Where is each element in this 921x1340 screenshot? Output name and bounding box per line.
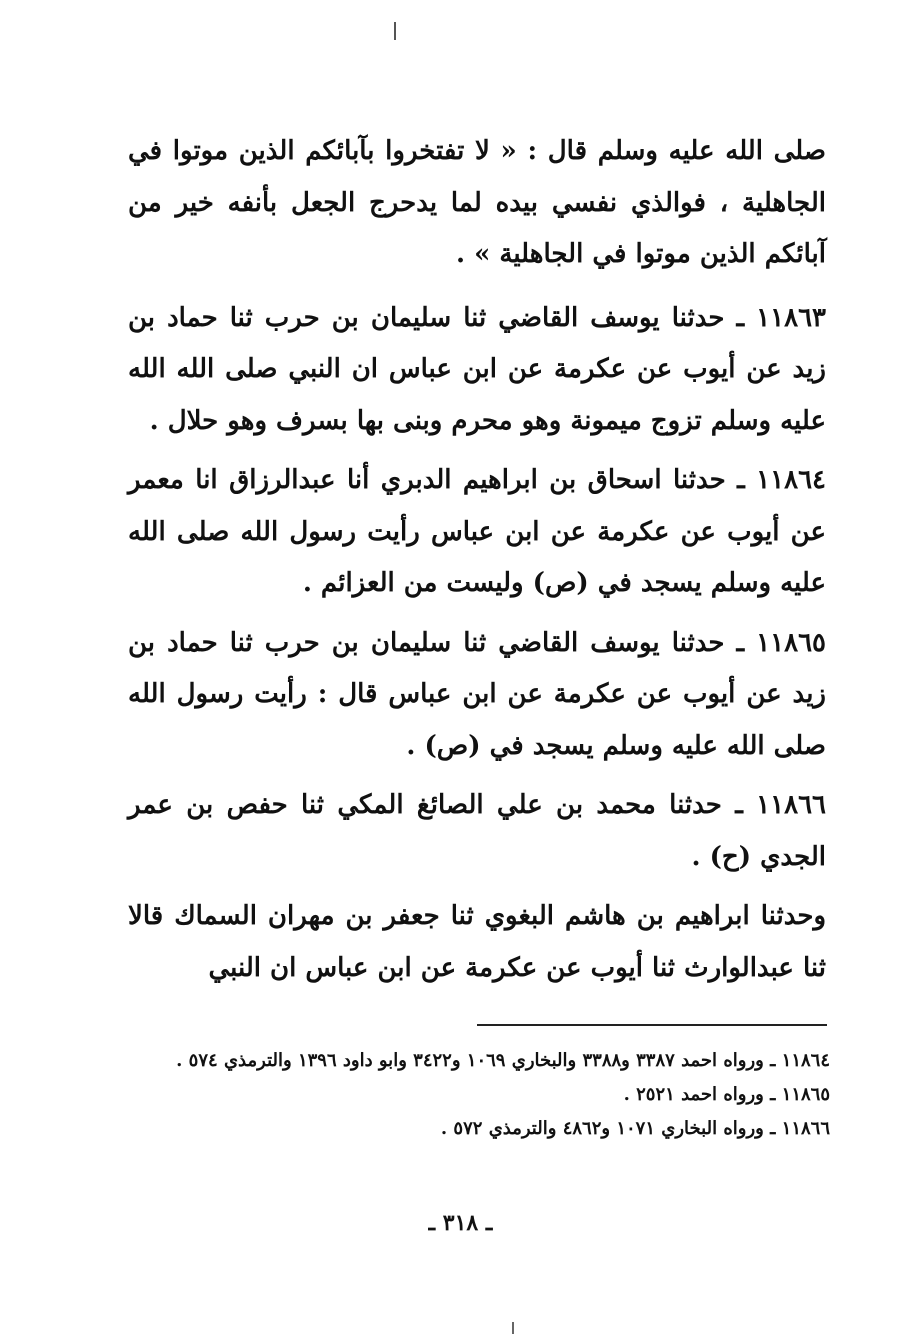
scan-mark-bottom [512, 1322, 514, 1334]
hadith-11864: ١١٨٦٤ ـ حدثنا اسحاق بن ابراهيم الدبري أنا عبدالرزاق انا معمر عن أيوب عن عكرمة عن ابن عباس رأيت رسول الله صلى الله عليه وسلم يسجد في (ص) وليست من العزائم . [128, 465, 826, 598]
hadith-11865: ١١٨٦٥ ـ حدثنا يوسف القاضي ثنا سليمان بن حرب ثنا حماد بن زيد عن أيوب عن عكرمة عن ابن عباس قال : رأيت رسول الله صلى الله عليه وسلم يسجد في (ص) . [128, 627, 826, 761]
footnote-11865: ١١٨٦٥ ـ ورواه احمد ٢٥٢١ . [623, 1084, 830, 1105]
paragraph-continuation: صلى الله عليه وسلم قال : « لا تفتخروا بآبائكم الذين موتوا في الجاهلية ، فوالذي نفسي بيده لما يدحرج الجعل بأنفه خير من آبائكم الذين موتوا في الجاهلية » . [128, 136, 826, 269]
main-text [128, 126, 826, 1002]
page-number: ـ ٣١٨ ـ [428, 1210, 493, 1236]
scan-mark-top [394, 22, 396, 40]
hadith-11866-chain: وحدثنا ابراهيم بن هاشم البغوي ثنا جعفر بن مهران السماك قالا ثنا عبدالوارث ثنا أيوب عن عكرمة عن ابن عباس ان النبي [128, 901, 826, 983]
hadith-11863: ١١٨٦٣ ـ حدثنا يوسف القاضي ثنا سليمان بن حرب ثنا حماد بن زيد عن أيوب عن عكرمة عن ابن عباس ان النبي صلى الله الله عليه وسلم تزوج ميمونة وهو محرم وبنى بها بسرف وهو حلال . [128, 302, 826, 436]
footnote-divider [477, 1024, 827, 1026]
footnote-11864: ١١٨٦٤ ـ ورواه احمد ٣٣٨٧ و٣٣٨٨ والبخاري ١٠٦٩ و٣٤٢٢ وابو داود ١٣٩٦ والترمذي ٥٧٤ . [176, 1050, 830, 1071]
footnotes [118, 1044, 830, 1146]
footnote-11866: ١١٨٦٦ ـ ورواه البخاري ١٠٧١ و٤٨٦٢ والترمذي ٥٧٢ . [440, 1118, 830, 1139]
hadith-11866: ١١٨٦٦ ـ حدثنا محمد بن علي الصائغ المكي ثنا حفص بن عمر الجدي (ح) . [128, 790, 826, 872]
